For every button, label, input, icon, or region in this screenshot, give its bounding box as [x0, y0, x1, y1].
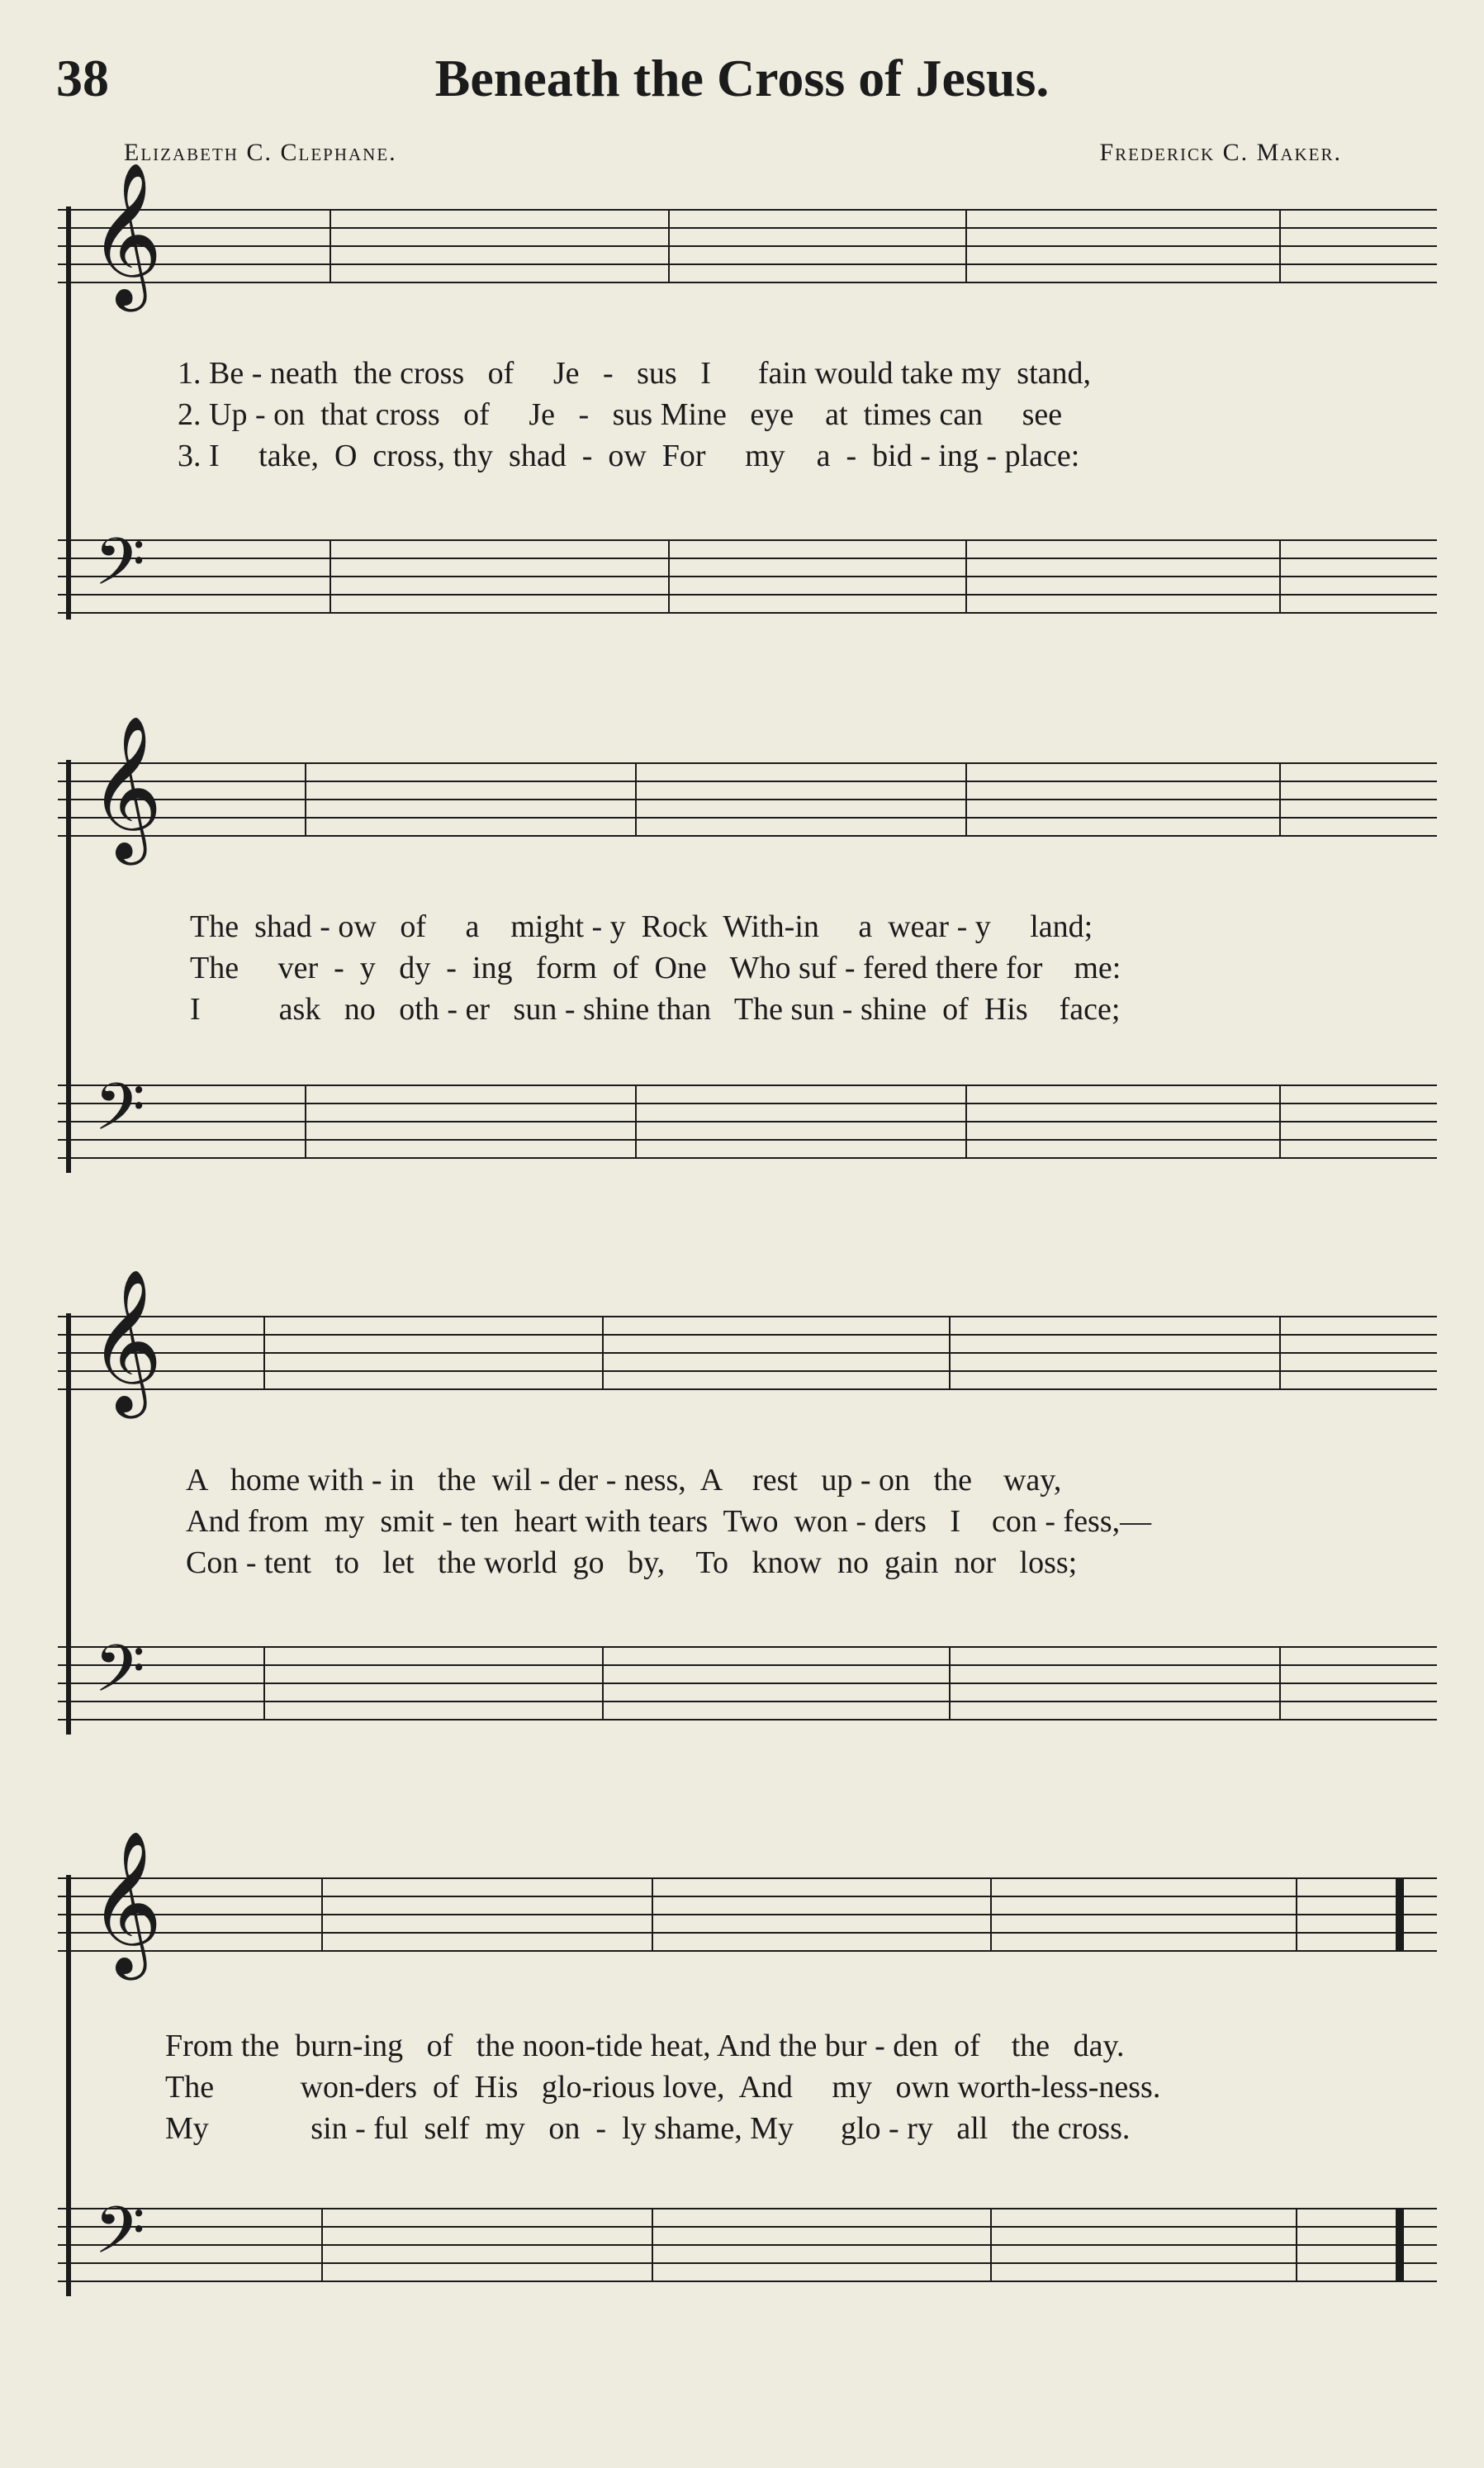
lyric-verse-3: 3. I take, O cross, thy shad - ow For my a - bid - ing - place:: [178, 439, 1080, 473]
lyric-verse-2: The won-ders of His glo-rious love, And my own worth-less-ness.: [165, 2070, 1161, 2105]
treble-staff: [58, 715, 1437, 859]
treble-clef-icon: 𝄞: [89, 162, 163, 306]
lyric-verse-1: 1. Be - neath the cross of Je - sus I fain would take my stand,: [178, 356, 1092, 391]
bass-staff: [58, 524, 1437, 619]
bass-staff: [58, 1630, 1437, 1726]
lyric-verse-3: Con - tent to let the world go by, To know no gain nor loss;: [186, 1545, 1078, 1580]
bass-clef-icon: 𝄢: [94, 1069, 145, 1161]
page-number: 38: [56, 49, 109, 107]
lyricist-credit: Elizabeth C. Clephane.: [124, 139, 397, 166]
composer-credit: Frederick C. Maker.: [1099, 139, 1342, 166]
music-system-1: [33, 162, 1453, 669]
bass-clef-icon: 𝄢: [94, 2192, 145, 2285]
treble-staff: [58, 1269, 1437, 1412]
music-system-4: [33, 1830, 1453, 2337]
treble-clef-icon: 𝄞: [89, 1269, 163, 1412]
treble-staff: [58, 162, 1437, 306]
lyric-verse-1: A home with - in the wil - der - ness, A rest up - on the way,: [186, 1463, 1062, 1497]
music-system-3: [33, 1269, 1453, 1776]
lyric-verse-2: The ver - y dy - ing form of One Who suf - fered there for me:: [190, 951, 1121, 985]
treble-clef-icon: 𝄞: [89, 1830, 163, 1974]
treble-staff: [58, 1830, 1437, 1974]
lyric-verse-1: From the burn-ing of the noon-tide heat, And the bur - den of the day.: [165, 2029, 1125, 2063]
bass-clef-icon: 𝄢: [94, 1630, 145, 1723]
final-barline: [1396, 2209, 1404, 2281]
music-system-2: [33, 715, 1453, 1222]
treble-clef-icon: 𝄞: [89, 715, 163, 859]
lyric-verse-2: 2. Up - on that cross of Je - sus Mine eye at times can see: [178, 397, 1063, 432]
final-barline: [1396, 1878, 1404, 1951]
bass-staff: [58, 1069, 1437, 1165]
page-title: Beneath the Cross of Jesus.: [434, 49, 1050, 107]
lyric-verse-3: I ask no oth - er sun - shine than The sun - shine of His face;: [190, 992, 1121, 1027]
lyric-verse-2: And from my smit - ten heart with tears Two won - ders I con - fess,—: [186, 1504, 1152, 1539]
bass-staff: [58, 2192, 1437, 2288]
lyric-verse-1: The shad - ow of a might - y Rock With-in a wear - y land;: [190, 909, 1093, 944]
lyric-verse-3: My sin - ful self my on - ly shame, My glo - ry all the cross.: [165, 2111, 1131, 2146]
bass-clef-icon: 𝄢: [94, 524, 145, 616]
